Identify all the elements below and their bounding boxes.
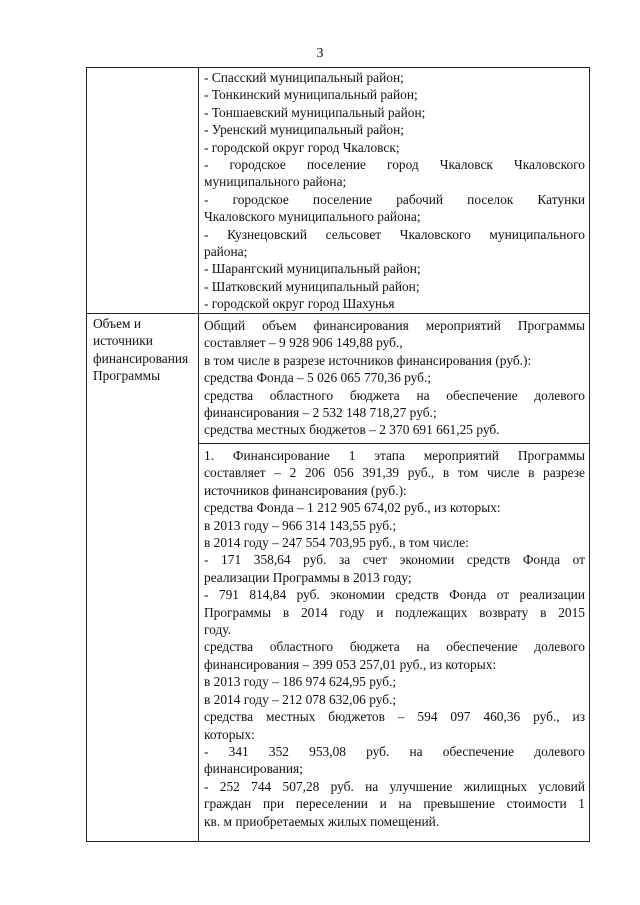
funding-label-line: источники — [93, 333, 153, 349]
stage1-funding-line: - 252 744 507,28 руб. на улучшение жилищных условий — [204, 778, 585, 794]
total-funding-line: средства Фонда – 5 026 065 770,36 руб.; — [204, 370, 432, 386]
district-line: - Кузнецовский сельсовет Чкаловского муниципального — [204, 226, 585, 242]
district-line: - Шарангский муниципальный район; — [204, 261, 421, 277]
stage1-funding-line: составляет – 2 206 056 391,39 руб., в том числе в разрезе — [204, 465, 585, 481]
total-funding-cell — [199, 314, 590, 444]
district-line: - Шатковский муниципальный район; — [204, 278, 420, 294]
stage1-funding-line: - 341 352 953,08 руб. на обеспечение долевого — [204, 743, 585, 759]
stage1-funding-line: в 2014 году – 212 078 632,06 руб.; — [204, 691, 397, 707]
district-line: - городской округ город Чкаловск; — [204, 139, 400, 155]
funding-label-line: финансирования — [93, 350, 189, 366]
scan-artifact-strip — [95, 897, 595, 905]
district-line: - Тонкинский муниципальный район; — [204, 87, 418, 103]
stage1-funding-line: финансирования; — [204, 761, 303, 777]
stage1-funding-line: в 2014 году – 247 554 703,95 руб., в том числе: — [204, 535, 469, 551]
total-funding-line: в том числе в разрезе источников финансирования (руб.): — [204, 352, 532, 368]
stage1-funding-line: источников финансирования (руб.): — [204, 482, 407, 498]
stage1-funding-line: реализации Программы в 2013 году; — [204, 569, 412, 585]
district-line: - Тоншаевский муниципальный район; — [204, 104, 426, 120]
funding-label — [93, 315, 196, 385]
stage1-funding-line: средства Фонда – 1 212 905 674,02 руб., из которых: — [204, 500, 501, 516]
total-funding-line: Общий объем финансирования мероприятий Программы — [204, 318, 585, 333]
stage1-funding-line: средства областного бюджета на обеспечение долевого — [204, 639, 585, 655]
district-line: - Спасский муниципальный район; — [204, 70, 404, 85]
funding-label-cell — [87, 314, 199, 842]
stage1-funding-line: в 2013 году – 186 974 624,95 руб.; — [204, 674, 397, 690]
stage1-funding-line: 1. Финансирование 1 этапа мероприятий Программы — [204, 448, 585, 463]
stage1-funding-line: - 171 358,64 руб. за счет экономии средств Фонда от — [204, 552, 585, 568]
stage1-funding-text — [204, 447, 585, 830]
district-line: - городское поселение рабочий поселок Катунки — [204, 191, 585, 207]
stage1-funding-line: граждан при переселении и на превышение стоимости 1 — [204, 796, 585, 812]
district-list — [204, 69, 585, 313]
district-line: - городской округ город Шахунья — [204, 296, 395, 312]
stage1-funding-cell — [199, 444, 590, 842]
stage1-funding-line: которых: — [204, 726, 255, 742]
total-funding-line: средства местных бюджетов – 2 370 691 661,25 руб. — [204, 422, 500, 438]
stage1-funding-line: году. — [204, 622, 231, 638]
stage1-funding-line: кв. м приобретаемых жилых помещений. — [204, 813, 440, 829]
stage1-funding-line: финансирования – 399 053 257,01 руб., из которых: — [204, 656, 497, 672]
total-funding-line: составляет – 9 928 906 149,88 руб., — [204, 335, 403, 351]
funding-label-line: Программы — [93, 368, 161, 384]
passport-table — [86, 67, 590, 842]
district-line: - Уренский муниципальный район; — [204, 122, 404, 138]
funding-label-line: Объем и — [93, 316, 142, 331]
district-line: района; — [204, 244, 248, 260]
district-list-cell — [199, 68, 590, 314]
table-row — [87, 68, 590, 314]
page-number: 3 — [316, 46, 324, 61]
total-funding-text — [204, 317, 585, 439]
district-line: Чкаловского муниципального района; — [204, 209, 421, 225]
district-line: муниципального района; — [204, 174, 347, 190]
total-funding-line: средства областного бюджета на обеспечение долевого — [204, 387, 585, 403]
stage1-funding-line: - 791 814,84 руб. экономии средств Фонда от реализации — [204, 587, 585, 603]
stage1-funding-line: в 2013 году – 966 314 143,55 руб.; — [204, 517, 397, 533]
stage1-funding-line: средства местных бюджетов – 594 097 460,36 руб., из — [204, 709, 585, 725]
stage1-funding-line: Программы в 2014 году и подлежащих возврату в 2015 — [204, 604, 585, 620]
district-line: - городское поселение город Чкаловск Чкаловского — [204, 157, 585, 173]
total-funding-line: финансирования – 2 532 148 718,27 руб.; — [204, 405, 437, 421]
table-row — [87, 314, 590, 444]
empty-label-cell — [87, 68, 199, 314]
